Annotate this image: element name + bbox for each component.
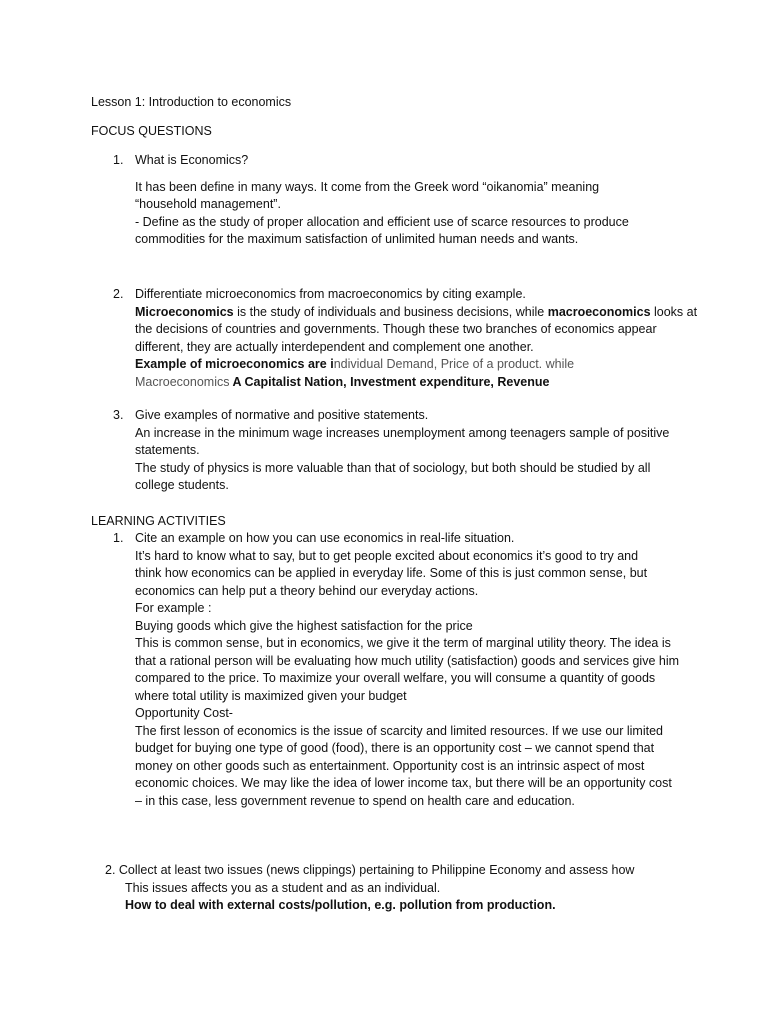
answer-text: is the study of individuals and business decisions, while <box>233 304 548 319</box>
example-label: Example of microeconomics are i <box>135 357 334 371</box>
focus-questions-heading: FOCUS QUESTIONS <box>91 124 212 138</box>
learning-activities-heading: LEARNING ACTIVITIES <box>91 514 226 528</box>
activity-text: Cite an example on how you can use economics in real-life situation. <box>135 531 515 545</box>
answer-text: looks at the decisions of countries and governments. Though these two branches of economics appear different, they are actually interdependent and complement one another. <box>135 304 698 354</box>
answer-paragraph: The first lesson of economics is the issue of scarcity and limited resources. If we use our limited budget for buying one type of good (food), there is an opportunity cost – we cannot spend that money on other goods such as entertainment. Opportunity cost is an intrinsic aspect of most economic choices. We may like the idea of lower income tax, but there will be an opportunity cost – in this case, less government revenue to spend on health care and education. <box>135 723 672 808</box>
answer-paragraph: It has been define in many ways. It come from the Greek word “oikanomia” meaning “household management”. <box>135 179 600 211</box>
question-text: Differentiate microeconomics from macroeconomics by citing example. <box>135 287 526 301</box>
question-number: 2. <box>113 287 124 301</box>
answer-paragraph: This is common sense, but in economics, we give it the term of marginal utility theory. The idea is that a rational person will be evaluating how much utility (satisfaction) goods and services give him compared to the price. To maximize your overall welfare, you will consume a quantity of goods where total utility is maximized given your budget <box>135 636 680 703</box>
example-text: ndividual Demand, Price of a product. while Macroeconomics <box>135 357 575 389</box>
question-number: 1. <box>113 153 124 167</box>
activity-text: 2. Collect at least two issues (news clippings) pertaining to Philippine Economy and assess how <box>105 863 635 877</box>
microeconomics-term: Microeconomics <box>135 304 234 319</box>
learning-activity-2 <box>105 862 685 915</box>
question-text: What is Economics? <box>135 153 249 167</box>
example-macro-list: A Capitalist Nation, Investment expenditure, Revenue <box>229 374 550 389</box>
activity-number: 1. <box>113 531 124 545</box>
answer-paragraph: For example : <box>135 601 212 615</box>
question-text: Give examples of normative and positive statements. <box>135 408 429 422</box>
answer-paragraph: It’s hard to know what to say, but to get people excited about economics it’s good to try and think how economics can be applied in everyday life. Some of this is just common sense, but economics can help put a theory behind our everyday actions. <box>135 548 648 598</box>
normative-statement: The study of physics is more valuable than that of sociology, but both should be studied by all college students. <box>135 460 651 492</box>
question-number: 3. <box>113 408 124 422</box>
answer-paragraph: Buying goods which give the highest satisfaction for the price <box>135 618 473 633</box>
activity-subtopic: How to deal with external costs/pollution, e.g. pollution from production. <box>125 898 556 912</box>
lesson-title: Lesson 1: Introduction to economics <box>91 95 292 109</box>
answer-paragraph <box>135 304 705 357</box>
macroeconomics-term: macroeconomics <box>547 304 651 319</box>
answer-paragraph: - Define as the study of proper allocation and efficient use of scarce resources to produce commodities for the maximum satisfaction of unlimited human needs and wants. <box>135 214 629 246</box>
activity-text: This issues affects you as a student and as an individual. <box>125 880 441 895</box>
positive-statement: An increase in the minimum wage increases unemployment among teenagers sample of positive statements. <box>135 425 670 457</box>
answer-paragraph: Opportunity Cost- <box>135 706 233 720</box>
example-paragraph <box>135 356 585 391</box>
